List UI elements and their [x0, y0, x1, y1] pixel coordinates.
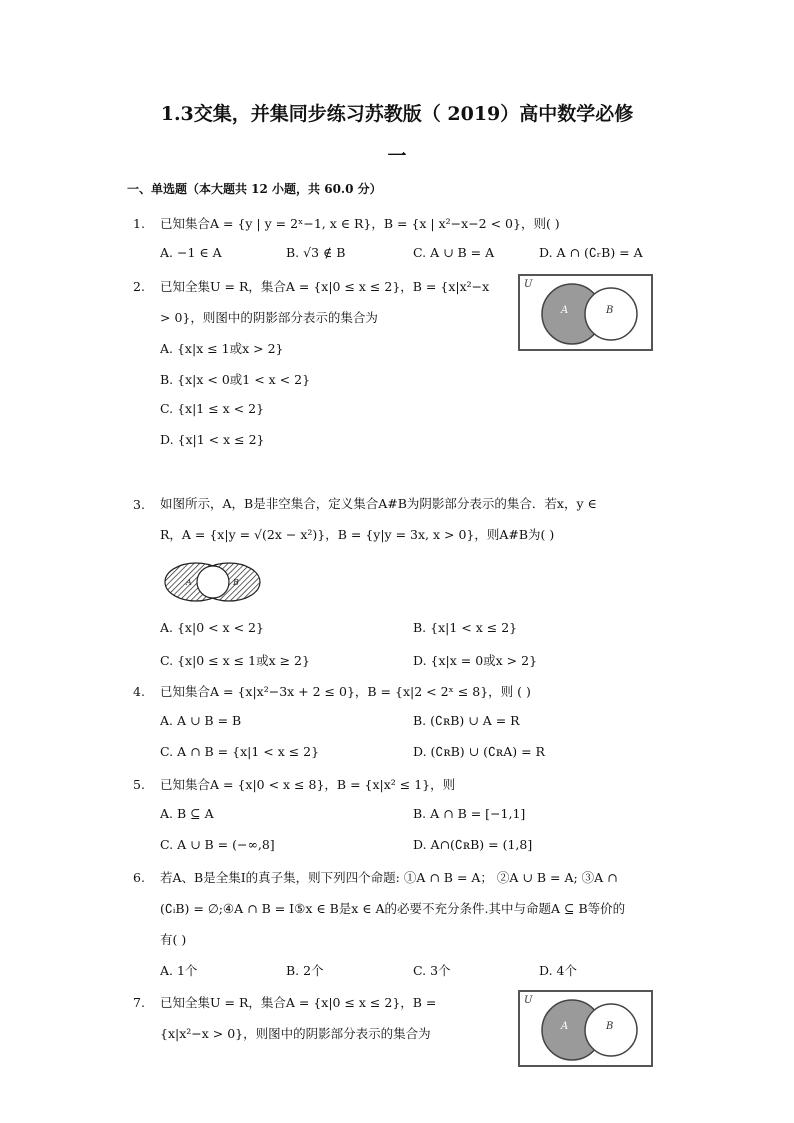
venn-diagram-q7 — [518, 990, 654, 1068]
option-d: D. (∁ʀB) ∪ (∁ʀA) = R — [413, 744, 545, 759]
question-stem-line1: 如图所示，A，B是非空集合，定义集合A#B为阴影部分表示的集合．若x，y ∈ — [160, 496, 597, 511]
question-number: 7. — [133, 995, 145, 1010]
universe-label: U — [524, 995, 533, 1006]
question-stem-line1: 若A、B是全集I的真子集，则下列四个命题: ①A ∩ B = A； ②A ∪ B = A; ③A ∩ — [160, 870, 618, 885]
option-d: D. A ∩ (∁ᵣB) = A — [539, 245, 643, 260]
option-a: A. −1 ∈ A — [160, 245, 222, 260]
question-stem: 已知集合A = {x|x²−3x + 2 ≤ 0}，B = {x|2 < 2ˣ ≤ 8}，则 ( ) — [160, 684, 531, 699]
document-title-line1: 1.3交集，并集同步练习苏教版（ 2019）高中数学必修 — [160, 103, 634, 125]
question-number: 5. — [133, 777, 145, 792]
option-b: B. {x|1 < x ≤ 2} — [413, 620, 518, 635]
set-a-label: A — [186, 578, 192, 587]
question-stem-line1: 已知全集U = R，集合A = {x|0 ≤ x ≤ 2}，B = {x|x²−x — [160, 279, 490, 294]
set-a-label: A — [561, 305, 569, 316]
question-number: 6. — [133, 870, 145, 885]
question-stem-line2: > 0}，则图中的阴影部分表示的集合为 — [160, 310, 378, 325]
option-a: A. A ∪ B = B — [160, 713, 242, 728]
option-c: C. A ∪ B = A — [413, 245, 495, 260]
option-b: B. {x|x < 0或1 < x < 2} — [160, 372, 311, 387]
option-c: C. A ∩ B = {x|1 < x ≤ 2} — [160, 744, 320, 759]
question-stem-line2: R，A = {x|y = √(2x − x²)}，B = {y|y = 3x, x > 0}，则A#B为( ) — [160, 527, 555, 542]
question-number: 4. — [133, 684, 145, 699]
question-stem-line2: (∁ᵢB) = ∅;④A ∩ B = I⑤x ∈ B是x ∈ A的必要不充分条件.其中与命题A ⊆ B等价的 — [160, 901, 626, 916]
set-b-label: B — [606, 305, 614, 316]
option-c: C. 3个 — [413, 963, 451, 978]
venn-diagram-q3 — [163, 560, 263, 604]
question-number: 1. — [133, 216, 145, 231]
option-d: D. {x|x = 0或x > 2} — [413, 653, 538, 668]
question-number: 2. — [133, 279, 145, 294]
option-a: A. B ⊆ A — [160, 806, 214, 821]
venn-diagram-q2 — [518, 274, 654, 352]
set-b-label: B — [233, 578, 239, 587]
option-d: D. {x|1 < x ≤ 2} — [160, 432, 265, 447]
option-b: B. A ∩ B = [−1,1] — [413, 806, 526, 821]
option-c: C. {x|1 ≤ x < 2} — [160, 401, 265, 416]
question-stem-line3: 有( ) — [160, 932, 187, 947]
option-b: B. (∁ʀB) ∪ A = R — [413, 713, 520, 728]
question-number: 3. — [133, 497, 145, 512]
option-b: B. 2个 — [286, 963, 324, 978]
set-a-label: A — [561, 1021, 569, 1032]
section-heading: 一、单选题（本大题共 12 小题，共 60.0 分） — [127, 182, 382, 196]
option-c: C. {x|0 ≤ x ≤ 1或x ≥ 2} — [160, 653, 310, 668]
universe-label: U — [524, 279, 533, 290]
question-stem-line1: 已知全集U = R，集合A = {x|0 ≤ x ≤ 2}，B = — [160, 995, 437, 1010]
option-a: A. {x|x ≤ 1或x > 2} — [160, 341, 284, 356]
set-b-label: B — [606, 1021, 614, 1032]
option-a: A. 1个 — [160, 963, 198, 978]
document-title-line2: 一 — [387, 145, 407, 167]
option-d: D. 4个 — [539, 963, 577, 978]
option-c: C. A ∪ B = (−∞,8] — [160, 837, 275, 852]
question-stem-line2: {x|x²−x > 0}，则图中的阴影部分表示的集合为 — [160, 1026, 431, 1041]
option-d: D. A∩(∁ʀB) = (1,8] — [413, 837, 533, 852]
option-b: B. √3 ∉ B — [286, 245, 346, 260]
question-stem: 已知集合A = {x|0 < x ≤ 8}，B = {x|x² ≤ 1}，则 — [160, 777, 456, 792]
question-stem: 已知集合A = {y | y = 2ˣ−1, x ∈ R}，B = {x | x²−x−2 < 0}，则( ) — [160, 216, 560, 231]
option-a: A. {x|0 < x < 2} — [160, 620, 264, 635]
